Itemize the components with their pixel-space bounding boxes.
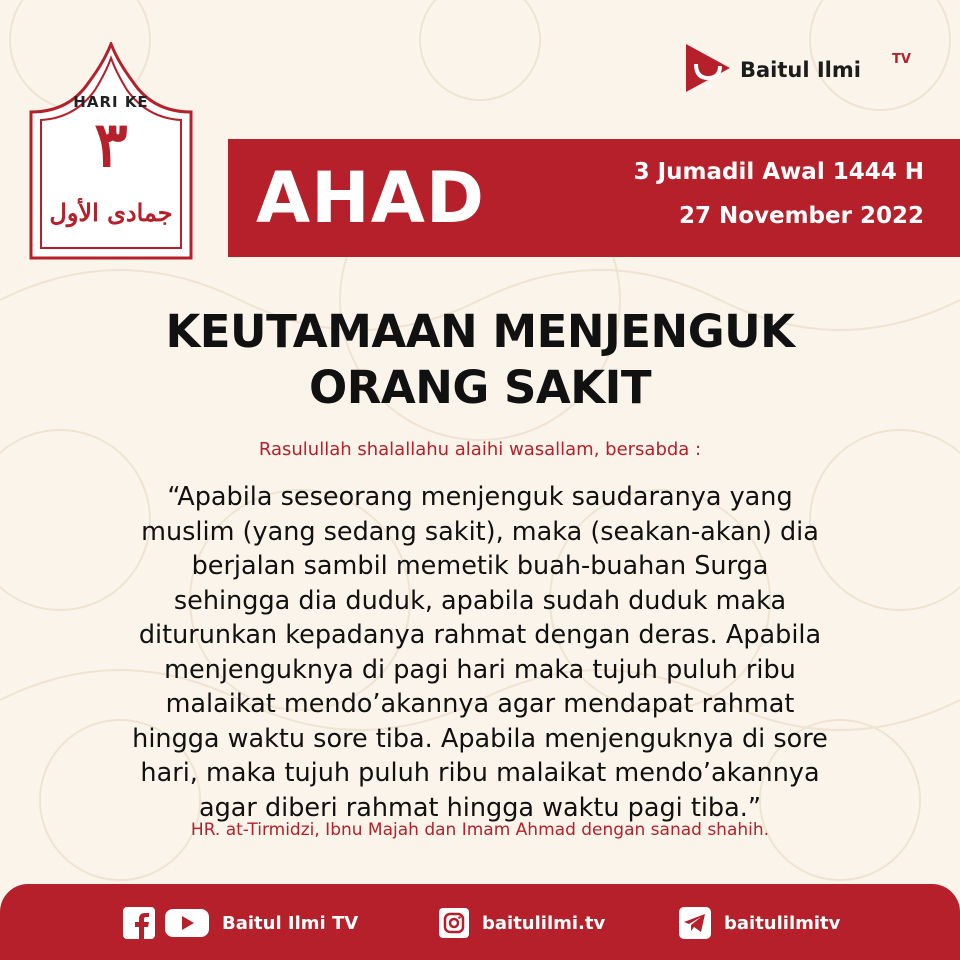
day-banner bbox=[228, 139, 960, 257]
day-badge bbox=[29, 42, 193, 260]
gregorian-date: 27 November 2022 bbox=[678, 203, 924, 229]
telegram-icon[interactable] bbox=[678, 906, 712, 940]
play-logo-icon bbox=[682, 42, 734, 98]
footer-telegram-label: baitulilmitv bbox=[724, 912, 841, 934]
quote-line: diturunkan kepadanya rahmat dengan deras. Apabila bbox=[138, 620, 822, 650]
quote-line: “Apabila seseorang menjenguk saudaranya yang bbox=[167, 482, 793, 512]
day-name: AHAD bbox=[256, 157, 486, 239]
footer-instagram-label: baitulilmi.tv bbox=[482, 912, 606, 934]
instagram-icon[interactable] bbox=[438, 907, 470, 939]
title-line-2: ORANG SAKIT bbox=[308, 361, 652, 414]
youtube-icon[interactable] bbox=[164, 906, 210, 940]
quote-line: sehingga dia duduk, apabila sudah duduk maka bbox=[173, 585, 787, 616]
hadith-source: HR. at-Tirmidzi, Ibnu Majah dan Imam Ahmad dengan sanad shahih. bbox=[190, 820, 770, 840]
hadith-quote bbox=[40, 480, 920, 825]
quote-line: agar diberi rahmat hingga waktu pagi tiba.” bbox=[198, 792, 762, 823]
title-line-1: KEUTAMAAN MENJENGUK bbox=[165, 305, 795, 358]
footer-youtube-label: Baitul Ilmi TV bbox=[222, 912, 359, 934]
brand-suffix: TV bbox=[892, 52, 911, 67]
footer-telegram[interactable] bbox=[678, 906, 840, 940]
facebook-icon[interactable] bbox=[122, 906, 156, 940]
brand-name: Baitul Ilmi bbox=[740, 58, 861, 82]
quote-line: hingga waktu sore tiba. Apabila menjenguknya di sore bbox=[132, 723, 828, 754]
footer-instagram[interactable] bbox=[438, 906, 605, 940]
badge-month-arabic: جمادى الأول bbox=[49, 198, 173, 227]
quote-line: malaikat mendo’akannya agar mendapat rahmat bbox=[165, 689, 795, 719]
quote-line: muslim (yang sedang sakit), maka (seakan-akan) dia bbox=[141, 516, 819, 547]
badge-day-number: ٣ bbox=[94, 108, 128, 181]
footer-bar bbox=[0, 884, 960, 960]
hadith-intro: Rasulullah shalallahu alaihi wasallam, bersabda : bbox=[258, 439, 702, 460]
footer-facebook-youtube[interactable] bbox=[122, 906, 358, 940]
quote-line: berjalan sambil memetik buah-buahan Surga bbox=[191, 551, 769, 581]
quote-line: hari, maka tujuh puluh ribu malaikat mendo’akannya bbox=[140, 758, 820, 788]
badge-label: HARI KE bbox=[73, 93, 149, 111]
quote-line: menjenguknya di pagi hari maka tujuh puluh ribu bbox=[164, 654, 796, 685]
brand-logo bbox=[682, 40, 932, 100]
hijri-date: 3 Jumadil Awal 1444 H bbox=[633, 159, 924, 185]
